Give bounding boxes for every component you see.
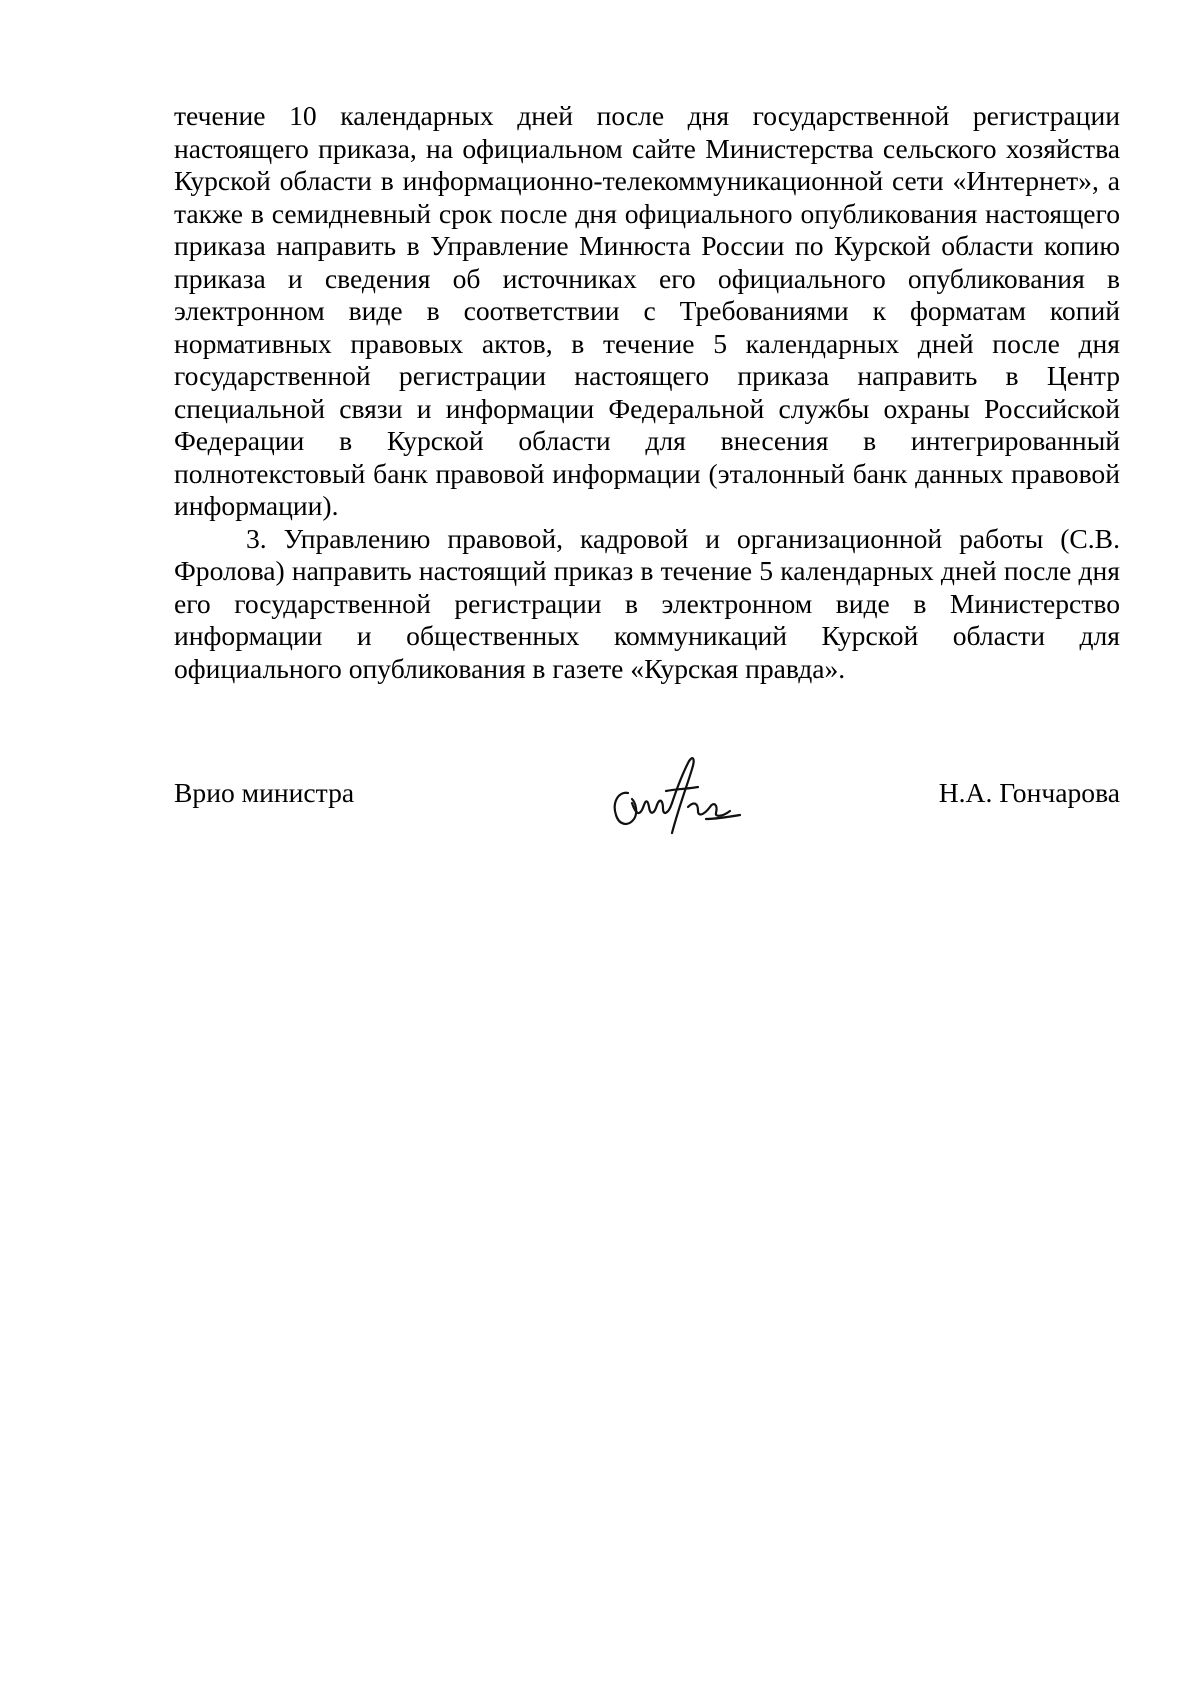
signatory-name: Н.А. Гончарова	[938, 777, 1120, 808]
handwritten-signature	[606, 745, 746, 845]
signature-block	[174, 745, 1120, 865]
document-body	[174, 100, 1120, 685]
paragraph-item-3: 3. Управлению правовой, кадровой и организационной работы (С.В. Фролова) направить настоящий приказ в течение 5 календарных дней после дня его государственной регистрации в электронном виде в Министерство информации и общественных коммуникаций Курской области для официального опубликования в газете «Курская правда».	[174, 522, 1120, 684]
signatory-title: Врио министра	[174, 777, 355, 808]
paragraph-continuation: течение 10 календарных дней после дня государственной регистрации настоящего приказа, на официальном сайте Министерства сельского хозяйства Курской области в информационно-телекоммуникационной сети «Интернет», а также в семидневный срок после дня официального опубликования настоящего приказа направить в Управление Минюста России по Курской области копию приказа и сведения об источниках его официального опубликования в электронном виде в соответствии с Требованиями к форматам копий нормативных правовых актов, в течение 5 календарных дней после дня государственной регистрации настоящего приказа направить в Центр специальной связи и информации Федеральной службы охраны Российской Федерации в Курской области для внесения в интегрированный полнотекстовый банк правовой информации (эталонный банк данных правовой информации).	[174, 100, 1120, 521]
